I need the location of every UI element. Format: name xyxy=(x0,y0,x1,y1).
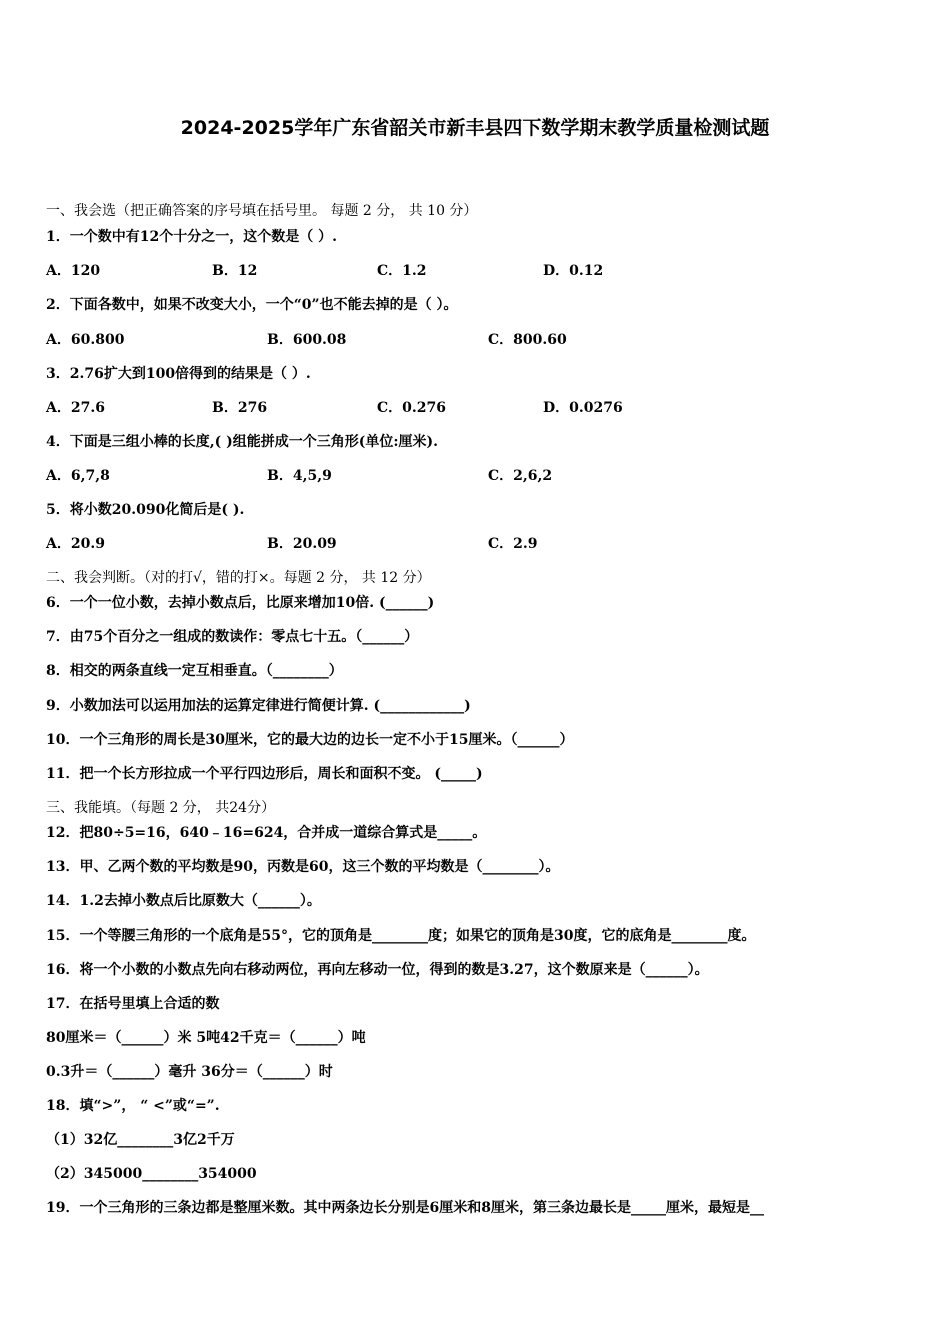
question-10: 10．一个三角形的周长是30厘米，它的最大边的边长一定不小于15厘米。（______） xyxy=(46,732,574,748)
section-1-heading: 一、我会选（把正确答案的序号填在括号里。 每题 2 分， 共 10 分） xyxy=(46,203,478,219)
q3-option-b: B．276 xyxy=(212,400,268,416)
question-17-part-a: 80厘米＝（______）米 5吨42千克＝（______）吨 xyxy=(46,1030,366,1046)
q3-option-d: D．0.0276 xyxy=(543,400,623,416)
q1-option-a: A．120 xyxy=(46,263,101,279)
question-13: 13．甲、乙两个数的平均数是90，丙数是60，这三个数的平均数是（________）。 xyxy=(46,859,560,875)
question-16: 16．将一个小数的小数点先向右移动两位，再向左移动一位，得到的数是3.27，这个数原来是（______）。 xyxy=(46,962,709,978)
question-18: 18．填“>”， “ <”或“=”. xyxy=(46,1098,220,1114)
section-3-heading: 三、我能填。（每题 2 分， 共24分） xyxy=(46,800,276,816)
question-7: 7．由75个百分之一组成的数读作：零点七十五。（______） xyxy=(46,629,419,645)
question-5: 5．将小数20.090化简后是( ). xyxy=(46,502,245,518)
q2-option-b: B．600.08 xyxy=(267,332,347,348)
q3-option-c: C．0.276 xyxy=(377,400,446,416)
question-17: 17．在括号里填上合适的数 xyxy=(46,996,220,1012)
question-11: 11．把一个长方形拉成一个平行四边形后，周长和面积不变。 (_____) xyxy=(46,766,483,782)
q5-option-b: B．20.09 xyxy=(267,536,337,552)
q4-option-a: A．6,7,8 xyxy=(46,468,110,484)
q1-option-b: B．12 xyxy=(212,263,258,279)
question-1: 1．一个数中有12个十分之一，这个数是（ ）. xyxy=(46,229,337,245)
q5-option-c: C．2.9 xyxy=(488,536,538,552)
q1-option-c: C．1.2 xyxy=(377,263,427,279)
page-title: 2024-2025学年广东省韶关市新丰县四下数学期末教学质量检测试题 xyxy=(180,117,770,139)
question-18-part-2: （2）345000________354000 xyxy=(46,1166,257,1182)
question-8: 8．相交的两条直线一定互相垂直。（________） xyxy=(46,663,343,679)
question-3: 3．2.76扩大到100倍得到的结果是（ ）. xyxy=(46,366,311,382)
q4-option-b: B．4,5,9 xyxy=(267,468,332,484)
q1-option-d: D．0.12 xyxy=(543,263,604,279)
q4-option-c: C．2,6,2 xyxy=(488,468,553,484)
question-12: 12．把80÷5=16，640﹣16=624，合并成一道综合算式是_____。 xyxy=(46,825,487,841)
question-2: 2．下面各数中，如果不改变大小，一个“0”也不能去掉的是（ ）。 xyxy=(46,297,458,313)
q5-option-a: A．20.9 xyxy=(46,536,105,552)
q2-option-c: C．800.60 xyxy=(488,332,567,348)
question-17-part-b: 0.3升＝（______）毫升 36分＝（______）时 xyxy=(46,1064,333,1080)
question-14: 14．1.2去掉小数点后比原数大（______）。 xyxy=(46,893,321,909)
q3-option-a: A．27.6 xyxy=(46,400,105,416)
q2-option-a: A．60.800 xyxy=(46,332,125,348)
question-9: 9．小数加法可以运用加法的运算定律进行简便计算. (____________) xyxy=(46,698,471,714)
question-6: 6．一个一位小数，去掉小数点后，比原来增加10倍. (______) xyxy=(46,595,435,611)
section-2-heading: 二、我会判断。（对的打√，错的打×。每题 2 分， 共 12 分） xyxy=(46,570,431,586)
question-18-part-1: （1）32亿________3亿2千万 xyxy=(46,1132,235,1148)
question-4: 4．下面是三组小棒的长度,( )组能拼成一个三角形(单位:厘米). xyxy=(46,434,439,450)
question-19: 19．一个三角形的三条边都是整厘米数。其中两条边长分别是6厘米和8厘米，第三条边最长是_____厘米，最短是__ xyxy=(46,1200,764,1216)
question-15: 15．一个等腰三角形的一个底角是55°，它的顶角是________度；如果它的顶角是30度，它的底角是________度。 xyxy=(46,928,756,944)
